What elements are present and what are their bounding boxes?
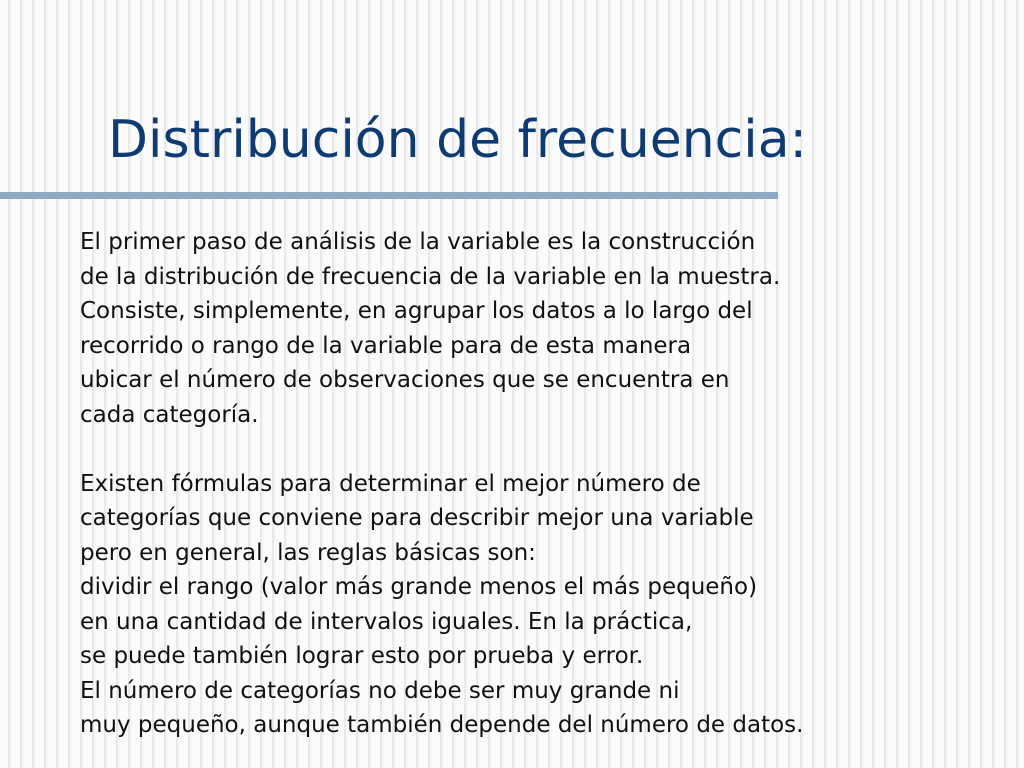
body-line: Existen fórmulas para determinar el mejor número de	[80, 470, 701, 497]
body-line: pero en general, las reglas básicas son:	[80, 539, 536, 566]
paragraph-spacer	[80, 432, 1000, 467]
body-line: en una cantidad de intervalos iguales. En la práctica,	[80, 608, 693, 635]
body-line: de la distribución de frecuencia de la variable en la muestra.	[80, 263, 781, 290]
slide-body-text	[80, 225, 1000, 743]
paragraph-1	[80, 225, 1000, 432]
body-line: se puede también lograr esto por prueba y error.	[80, 643, 644, 669]
body-line: ubicar el número de observaciones que se encuentra en	[80, 367, 730, 393]
slide-title: Distribución de frecuencia:	[108, 110, 808, 170]
body-line: El número de categorías no debe ser muy grande ni	[80, 677, 680, 704]
paragraph-2	[80, 467, 1000, 743]
body-line: recorrido o rango de la variable para de esta manera	[80, 332, 692, 359]
body-line: El primer paso de análisis de la variable es la construcción	[80, 229, 756, 255]
body-line: muy pequeño, aunque también depende del número de datos.	[80, 712, 804, 738]
body-line: cada categoría.	[80, 401, 259, 428]
body-line: Consiste, simplemente, en agrupar los datos a lo largo del	[80, 298, 753, 324]
body-line: categorías que conviene para describir mejor una variable	[80, 505, 754, 531]
body-line: dividir el rango (valor más grande menos el más pequeño)	[80, 574, 758, 600]
title-underline-rule	[0, 192, 778, 199]
